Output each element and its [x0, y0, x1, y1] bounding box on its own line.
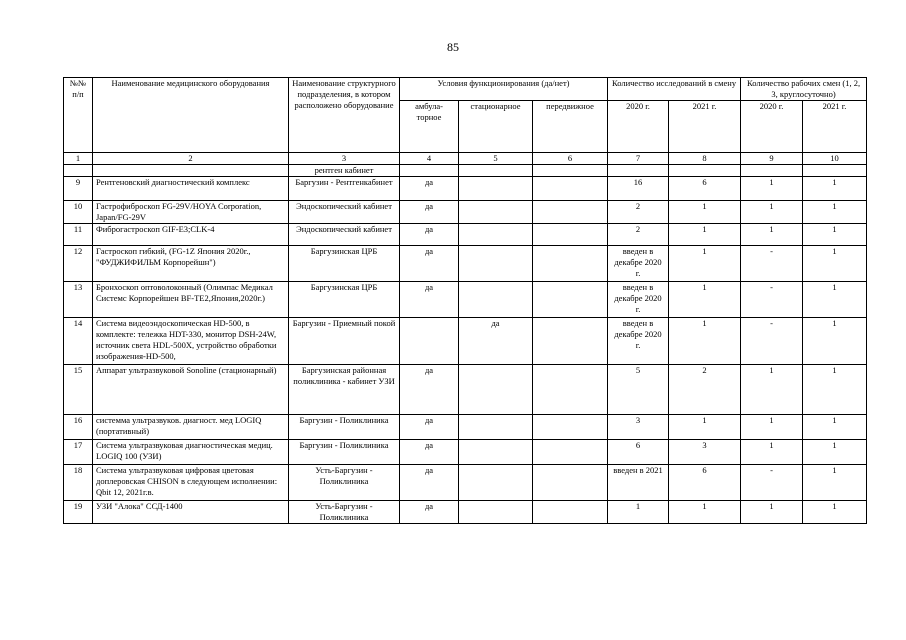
row-number: 16 — [64, 415, 93, 440]
research-2020: 2 — [608, 201, 669, 224]
row-number: 15 — [64, 365, 93, 415]
shifts-2021: 1 — [803, 440, 867, 465]
mobile-flag — [533, 201, 608, 224]
research-2021: 1 — [669, 501, 741, 524]
header-conditions: Условия функционирования (да/нет) — [400, 78, 608, 101]
research-2021: 1 — [669, 318, 741, 365]
table-row — [64, 415, 867, 440]
header-research-count: Количество исследований в смену — [608, 78, 741, 101]
page-number: 85 — [447, 40, 459, 54]
equipment-name: Система ультразвуковая диагностическая медиц. LOGIQ 100 (УЗИ) — [93, 440, 289, 465]
header-equipment-name: Наименование медицинского оборудования — [93, 78, 289, 153]
unit-name: Баргузинская ЦРБ — [289, 246, 400, 282]
research-2021: 6 — [669, 465, 741, 501]
shifts-2021: 1 — [803, 501, 867, 524]
mobile-flag — [533, 365, 608, 415]
row-number: 18 — [64, 465, 93, 501]
column-number: 6 — [533, 153, 608, 165]
shifts-2020: - — [741, 246, 803, 282]
mobile-flag — [533, 440, 608, 465]
mobile-flag — [533, 177, 608, 201]
equipment-table — [63, 77, 867, 524]
table-row — [64, 201, 867, 224]
shifts-2020: 1 — [741, 501, 803, 524]
row-number: 19 — [64, 501, 93, 524]
shifts-2021: 1 — [803, 415, 867, 440]
shifts-2020: - — [741, 465, 803, 501]
research-2020: 3 — [608, 415, 669, 440]
research-2020: 2 — [608, 224, 669, 246]
table-row — [64, 501, 867, 524]
research-2021: 1 — [669, 415, 741, 440]
header-shifts-2020: 2020 г. — [741, 101, 803, 153]
shifts-2020: - — [741, 282, 803, 318]
header-num: №№ п/п — [64, 78, 93, 153]
stationary-flag — [459, 246, 533, 282]
shifts-2020: 1 — [741, 201, 803, 224]
mobile-flag — [533, 282, 608, 318]
research-2021: 6 — [669, 177, 741, 201]
equipment-name: Система видеоэндоскопическая HD-500, в комплекте: тележка HDT-330, монитор DSH-24W, источник света HDL-500X, устройство обработки изображения-HD-500, — [93, 318, 289, 365]
stationary-flag — [459, 465, 533, 501]
research-2021: 1 — [669, 246, 741, 282]
row-number: 17 — [64, 440, 93, 465]
ambulatory-flag: да — [400, 201, 459, 224]
equipment-name: Гастроскоп гибкий, (FG-1Z Япония 2020г., "ФУДЖИФИЛЬМ Корпорейшн") — [93, 246, 289, 282]
column-number: 10 — [803, 153, 867, 165]
ambulatory-flag: да — [400, 246, 459, 282]
table-row — [64, 465, 867, 501]
equipment-name: Бронхоскоп оптоволоконный (Олимпас Медикал Системс Корпорейшен BF-TE2,Япония,2020г.) — [93, 282, 289, 318]
mobile-flag — [533, 246, 608, 282]
unit-name: Баргузин - Поликлиника — [289, 415, 400, 440]
header-row-1 — [64, 78, 867, 101]
mobile-flag — [533, 465, 608, 501]
ambulatory-flag: да — [400, 440, 459, 465]
equipment-name: системма ультразвуков. диагност. мед LOGIQ (портативный) — [93, 415, 289, 440]
ambulatory-flag: да — [400, 501, 459, 524]
column-number: 3 — [289, 153, 400, 165]
unit-name: Баргузин - Приемный покой — [289, 318, 400, 365]
column-number: 9 — [741, 153, 803, 165]
stationary-flag — [459, 365, 533, 415]
table-body — [64, 177, 867, 524]
unit-name: Эндоскопический кабинет — [289, 201, 400, 224]
table-row — [64, 365, 867, 415]
stationary-flag — [459, 415, 533, 440]
shifts-2021: 1 — [803, 177, 867, 201]
table-row — [64, 282, 867, 318]
header-mobile: передвижное — [533, 101, 608, 153]
equipment-name: Система ультразвуковая цифровая цветовая доплеровская CHISON в следующем исполнении: Qbit 12, 2021г.в. — [93, 465, 289, 501]
row-number: 10 — [64, 201, 93, 224]
stationary-flag — [459, 177, 533, 201]
shifts-2020: - — [741, 318, 803, 365]
ambulatory-flag: да — [400, 365, 459, 415]
table-row — [64, 224, 867, 246]
unit-name: Усть-Баргузин - Поликлиника — [289, 501, 400, 524]
column-number: 4 — [400, 153, 459, 165]
mobile-flag — [533, 415, 608, 440]
equipment-name: Рентгеновский диагностический комплекс — [93, 177, 289, 201]
table-row — [64, 318, 867, 365]
column-number: 8 — [669, 153, 741, 165]
mobile-flag — [533, 318, 608, 365]
column-number-row — [64, 153, 867, 165]
stationary-flag — [459, 440, 533, 465]
shifts-2020: 1 — [741, 365, 803, 415]
research-2021: 1 — [669, 201, 741, 224]
header-shifts-2021: 2021 г. — [803, 101, 867, 153]
shifts-2020: 1 — [741, 415, 803, 440]
equipment-name: Аппарат ультразвуковой Sonoline (стационарный) — [93, 365, 289, 415]
stationary-flag — [459, 201, 533, 224]
ambulatory-flag — [400, 318, 459, 365]
equipment-name: УЗИ "Алока" ССД-1400 — [93, 501, 289, 524]
continuation-unit: рентген кабинет — [289, 165, 400, 177]
equipment-name: Гастрофиброскоп FG-29V/HOYA Corporation, Japan/FG-29V — [93, 201, 289, 224]
research-2021: 2 — [669, 365, 741, 415]
ambulatory-flag: да — [400, 177, 459, 201]
shifts-2021: 1 — [803, 282, 867, 318]
column-number: 2 — [93, 153, 289, 165]
shifts-2021: 1 — [803, 224, 867, 246]
research-2021: 1 — [669, 224, 741, 246]
unit-name: Усть-Баргузин - Поликлиника — [289, 465, 400, 501]
research-2020: введен в декабре 2020 г. — [608, 318, 669, 365]
shifts-2020: 1 — [741, 440, 803, 465]
ambulatory-flag: да — [400, 415, 459, 440]
stationary-flag — [459, 501, 533, 524]
stationary-flag — [459, 282, 533, 318]
table-row — [64, 246, 867, 282]
shifts-2021: 1 — [803, 365, 867, 415]
unit-name: Баргузинская районная поликлиника - кабинет УЗИ — [289, 365, 400, 415]
ambulatory-flag: да — [400, 224, 459, 246]
row-number: 12 — [64, 246, 93, 282]
header-unit: Наименование структурного подразделения, в котором расположено оборудование — [289, 78, 400, 153]
column-number: 5 — [459, 153, 533, 165]
research-2020: введен в 2021 — [608, 465, 669, 501]
stationary-flag — [459, 224, 533, 246]
research-2021: 3 — [669, 440, 741, 465]
unit-name: Эндоскопический кабинет — [289, 224, 400, 246]
column-number: 7 — [608, 153, 669, 165]
header-ambulatory: амбула-торное — [400, 101, 459, 153]
research-2020: 16 — [608, 177, 669, 201]
ambulatory-flag: да — [400, 282, 459, 318]
research-2020: 6 — [608, 440, 669, 465]
mobile-flag — [533, 224, 608, 246]
continuation-row — [64, 165, 867, 177]
header-stationary: стационарное — [459, 101, 533, 153]
shifts-2021: 1 — [803, 201, 867, 224]
row-number: 11 — [64, 224, 93, 246]
row-number: 14 — [64, 318, 93, 365]
unit-name: Баргузинская ЦРБ — [289, 282, 400, 318]
stationary-flag: да — [459, 318, 533, 365]
shifts-2020: 1 — [741, 224, 803, 246]
shifts-2021: 1 — [803, 318, 867, 365]
column-number: 1 — [64, 153, 93, 165]
row-number: 13 — [64, 282, 93, 318]
table-row — [64, 177, 867, 201]
equipment-name: Фиброгастроскоп GIF-E3;CLK-4 — [93, 224, 289, 246]
research-2020: 1 — [608, 501, 669, 524]
research-2020: введен в декабре 2020 г. — [608, 246, 669, 282]
row-number: 9 — [64, 177, 93, 201]
research-2021: 1 — [669, 282, 741, 318]
table-row — [64, 440, 867, 465]
mobile-flag — [533, 501, 608, 524]
header-shifts: Количество рабочих смен (1, 2, 3, круглосуточно) — [741, 78, 867, 101]
unit-name: Баргузин - Рентгенкабинет — [289, 177, 400, 201]
shifts-2021: 1 — [803, 465, 867, 501]
research-2020: введен в декабре 2020 г. — [608, 282, 669, 318]
shifts-2020: 1 — [741, 177, 803, 201]
research-2020: 5 — [608, 365, 669, 415]
header-research-2020: 2020 г. — [608, 101, 669, 153]
shifts-2021: 1 — [803, 246, 867, 282]
header-research-2021: 2021 г. — [669, 101, 741, 153]
unit-name: Баргузин - Поликлиника — [289, 440, 400, 465]
ambulatory-flag: да — [400, 465, 459, 501]
